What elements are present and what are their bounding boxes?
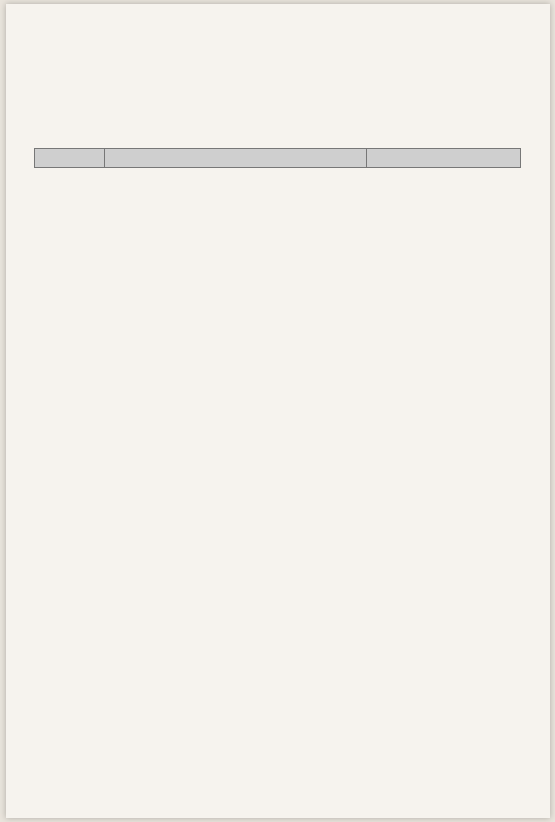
header-numerological-sums bbox=[367, 149, 521, 168]
book-page bbox=[6, 4, 550, 818]
fibonacci-table bbox=[34, 148, 521, 168]
header-multiplication bbox=[105, 149, 367, 168]
header-levels bbox=[35, 149, 105, 168]
